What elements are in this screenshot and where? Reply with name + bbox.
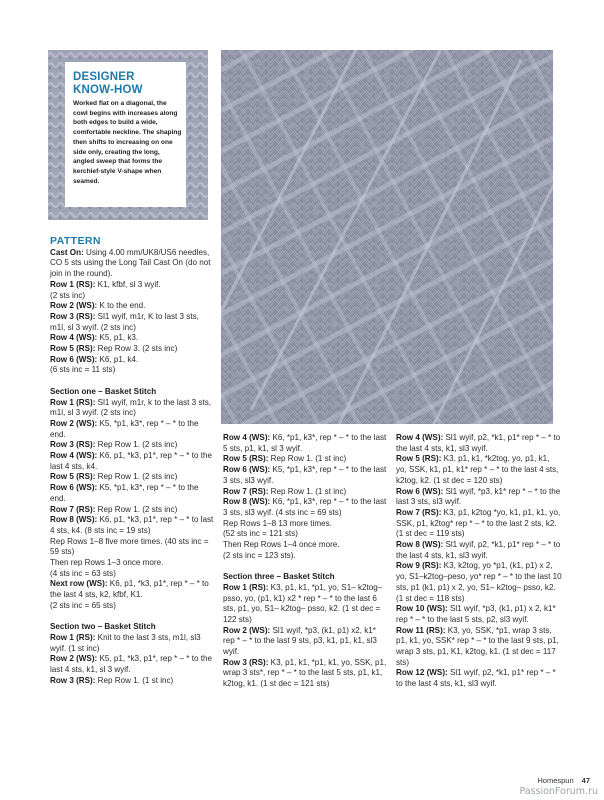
pattern-row: [50, 558, 216, 569]
row-label: Row 2 (WS):: [223, 625, 271, 635]
pattern-row: [50, 333, 216, 344]
section-heading: Section three – Basket Stitch: [223, 572, 335, 582]
row-instruction: K3, p1, k1, *p1, k1, yo, SSK, p1, wrap 3 sts*, rep * – * to the last 5 sts, p1, k1, k2tog, k1. (1 st dec = 121 sts): [223, 657, 387, 689]
row-label: Row 1 (RS):: [50, 632, 96, 642]
row-instruction: K5, p1, *k3, p1*, rep * – * to the last 4 sts, k1, sl 3 wyif.: [50, 654, 212, 675]
pattern-row: [50, 601, 216, 612]
row-label: Row 5 (RS):: [50, 344, 96, 354]
row-instruction: Then rep Rows 1–3 once more.: [50, 558, 164, 568]
row-instruction: Then Rep Rows 1–4 once more.: [223, 540, 340, 550]
pattern-row: [223, 465, 389, 486]
row-label: Row 3 (RS):: [50, 675, 96, 685]
pattern-row: [396, 433, 562, 454]
row-label: Row 5 (RS):: [396, 454, 442, 464]
pattern-row: [223, 454, 389, 465]
pattern-row: [396, 668, 562, 689]
pattern-row: [50, 419, 216, 440]
row-instruction: Sl1 wyif, p2, *k1, p1* rep * – * to the last 4 sts, k1, sl3 wyif.: [396, 433, 561, 453]
row-instruction: (2 sts inc = 65 sts): [50, 600, 116, 610]
pattern-row: [223, 583, 389, 626]
pattern-row: [396, 604, 562, 625]
row-label: Row 6 (WS):: [50, 354, 98, 364]
row-instruction: Sl1 wyif, p2, *k1, p1* rep * – * to the last 4 sts, k1, sl3 wyif.: [396, 540, 561, 560]
section-heading: Section two – Basket Stitch: [50, 622, 156, 632]
pattern-row: [50, 537, 216, 558]
pattern-row: [50, 472, 216, 483]
pattern-row: [396, 561, 562, 604]
row-label: Row 7 (RS):: [50, 504, 96, 514]
row-instruction: (2 sts inc = 123 sts).: [223, 550, 296, 560]
row-label: Row 12 (WS):: [396, 668, 448, 678]
row-instruction: Using 4.00 mm/UK8/US6 needles, CO 5 sts using the Long Tail Cast On (do not join in the round).: [50, 247, 211, 279]
watermark: PassionForum.ru: [519, 786, 598, 797]
row-instruction: K6, *p1, k3*, rep * – * to the last 3 sts, sl3 wyif. (4 sts inc = 69 sts): [223, 497, 387, 517]
row-instruction: Rep Rows 1–8 13 more times.: [223, 518, 332, 528]
pattern-row: [50, 312, 216, 333]
row-label: Row 4 (WS):: [50, 333, 98, 343]
row-label: Cast On:: [50, 247, 84, 257]
know-how-body: Worked flat on a diagonal, the cowl begins with increases along both edges to build a wide, comfortable neckline. The shaping then shifts to increasing on one side only, creating the long, angled sweep that forms the kerchief-style V-shape when seamed.: [73, 100, 182, 185]
row-label: Row 7 (RS):: [396, 507, 442, 517]
row-label: Row 1 (RS):: [223, 582, 269, 592]
pattern-row: [50, 654, 216, 675]
row-label: Row 3 (RS):: [50, 311, 96, 321]
row-label: Row 6 (WS):: [223, 465, 271, 475]
row-instruction: Rep Row 1. (2 sts inc): [95, 504, 178, 514]
row-instruction: K6, *p1, k3*, rep * – * to the last 5 sts, p1, k1, sl 3 wyif.: [223, 433, 387, 453]
row-label: Row 8 (WS):: [50, 515, 98, 525]
row-label: Row 2 (WS):: [50, 654, 98, 664]
row-instruction: K5, p1, k3.: [97, 333, 139, 343]
pattern-row: [50, 579, 216, 600]
row-instruction: Rep Row 1. (1 st inc): [268, 454, 347, 464]
pattern-row: [50, 344, 216, 355]
row-label: Row 1 (RS):: [50, 397, 96, 407]
row-instruction: K5, *p1, k3*, rep * – * to the end.: [50, 418, 199, 439]
row-instruction: K6, p1, *k3, p1*, rep * – * to the last 4 sts, k4.: [50, 451, 212, 471]
pattern-row: [396, 508, 562, 540]
row-instruction: Rep Row 1. (1 st inc): [95, 675, 174, 685]
pattern-row: [50, 440, 216, 451]
row-instruction: Rep Row 1. (1 st inc): [268, 486, 347, 496]
pattern-row: [396, 626, 562, 669]
pattern-row: [50, 355, 216, 366]
designer-know-how-box: [65, 62, 186, 207]
row-instruction: K3, p1, k1, *k2tog, yo, p1, k1, yo, SSK, k1, p1, k1* rep * – * to the last 4 sts, k2tog, k2. (1 st dec = 120 sts): [396, 454, 559, 485]
pattern-row: [223, 433, 389, 454]
row-instruction: K3, k2tog, yo *p1, (k1, p1) x 2, yo, S1–k2tog–pesо, yo* rep * – * to the last 10 sts, p1 (k1, p1) x 2, yo, S1– k2tog– psso, k2. (1 st dec = 118 sts): [396, 561, 562, 603]
row-label: Row 6 (WS):: [50, 483, 98, 493]
row-label: Row 3 (RS):: [223, 657, 269, 667]
row-label: Row 10 (WS):: [396, 604, 448, 614]
row-label: Row 1 (RS):: [50, 279, 96, 289]
row-instruction: Sl1 wyif, m1r, k to the last 3 sts, m1l, sl 3 wyif. (2 sts inc): [50, 397, 212, 418]
row-label: Row 4 (WS):: [223, 433, 271, 442]
pattern-row: [396, 454, 562, 486]
know-how-title-line2: KNOW-HOW: [73, 84, 143, 96]
section-heading: Section one – Basket Stitch: [50, 386, 157, 396]
row-instruction: K to the end.: [97, 301, 146, 311]
pattern-row: [223, 529, 389, 540]
pattern-row: [396, 487, 562, 508]
pattern-row: [50, 451, 216, 472]
pattern-heading: PATTERN: [50, 235, 101, 247]
pattern-row: [50, 633, 216, 654]
pattern-row: [50, 280, 216, 291]
pattern-column-1: [50, 236, 216, 687]
row-label: Row 4 (WS):: [50, 451, 98, 461]
row-instruction: (4 sts inc = 63 sts): [50, 568, 116, 578]
pattern-row: [50, 505, 216, 516]
row-instruction: K1, kfbf, sl 3 wyif.: [95, 279, 161, 289]
row-instruction: K5, *p1, k3*, rep * – * to the last 3 sts, sl3 wyif.: [223, 465, 387, 485]
row-instruction: (52 sts inc = 121 sts): [223, 529, 298, 539]
row-label: Row 6 (WS):: [396, 486, 444, 496]
row-instruction: K3, p1, k1, *p1, yo, S1– k2tog–psso, yo, (p1, k1) x2 * rep * – * to the last 6 sts, p1, yo, S1– k2tog– psso, k2. (1 st dec = 122 sts): [223, 582, 383, 624]
know-how-title-line1: DESIGNER: [73, 71, 135, 83]
row-instruction: (2 sts inc): [50, 290, 86, 300]
row-instruction: Rep Row 1. (2 sts inc): [95, 472, 178, 482]
knitted-cowl-photo: [221, 50, 553, 424]
row-label: Row 5 (RS):: [50, 472, 96, 482]
row-label: Row 2 (WS):: [50, 301, 98, 311]
pattern-row: [50, 483, 216, 504]
row-label: Row 2 (WS):: [50, 418, 98, 428]
pattern-row: [50, 291, 216, 302]
row-label: Row 9 (RS):: [396, 561, 442, 571]
pattern-row: [223, 519, 389, 530]
row-instruction: Sl1 wyif, p2, *k1, p1* rep * – * to the last 4 sts, k1, sl3 wyif.: [396, 668, 556, 689]
row-label: Row 5 (RS):: [223, 454, 269, 464]
page-number: 47: [581, 776, 590, 785]
row-label: Next row (WS):: [50, 579, 108, 589]
pattern-row: [223, 487, 389, 498]
row-instruction: Rep Rows 1–8 five more times. (40 sts inc = 59 sts): [50, 536, 209, 557]
row-instruction: Knit to the last 3 sts, m1l, sl3 wyif. (1 st inc): [50, 632, 201, 653]
pattern-row: [223, 551, 389, 562]
know-how-title: [73, 71, 182, 97]
pattern-row: [50, 301, 216, 312]
row-instruction: Sl1 wyif, *p3, (k1, p1) x2, k1* rep * – * to the last 9 sts, p3, k1, p1, k1, sl3 wyif.: [223, 625, 377, 657]
spacer: [50, 376, 216, 387]
pattern-row: [50, 398, 216, 419]
magazine-name: Homespun: [537, 776, 574, 785]
pattern-column-3: [396, 433, 562, 690]
row-instruction: K6, p1, k4.: [97, 354, 139, 364]
row-label: Row 11 (RS):: [396, 625, 446, 635]
row-instruction: Rep Row 1. (2 sts inc): [95, 440, 178, 450]
pattern-row: [50, 248, 216, 280]
pattern-row: [50, 676, 216, 687]
pattern-row: [223, 658, 389, 690]
pattern-row: [50, 365, 216, 376]
row-instruction: K5, *p1, k3*, rep * – * to the end.: [50, 483, 199, 503]
row-instruction: K6, p1, *k3, p1*, rep * – * to the last 4 sts, k2, kfbf, K1.: [50, 579, 209, 600]
row-instruction: (6 sts inc = 11 sts): [50, 365, 116, 375]
pattern-column-2: [223, 433, 389, 690]
row-instruction: Rep Row 3. (2 sts inc): [95, 344, 178, 354]
pattern-row: [50, 515, 216, 536]
row-instruction: K3, yo, SSK, *p1, wrap 3 sts, p1, k1, yo, SSK* rep * – * to the last 9 sts, p1, wrap 3 sts, p1, K1, k2tog, k1. (1 st dec = 117 sts): [396, 625, 559, 667]
pattern-row: [223, 626, 389, 658]
pattern-row: [396, 540, 562, 561]
row-label: Row 8 (WS):: [396, 540, 444, 550]
row-instruction: K6, p1, *k3, p1*, rep * – * to last 4 sts, k4. (8 sts inc = 19 sts): [50, 515, 214, 535]
row-label: Row 3 (RS):: [50, 440, 96, 450]
row-label: Row 8 (WS):: [223, 497, 271, 507]
page-footer: [537, 776, 590, 785]
pattern-row: [50, 569, 216, 580]
row-instruction: K3, p1, k2tog *yo, k1, p1, k1, yo, SSK, p1, k2tog* rep * – * to the last 2 sts, k2. (1 st dec = 119 sts): [396, 507, 561, 539]
row-label: Row 7 (RS):: [223, 486, 269, 496]
spacer: [50, 612, 216, 623]
row-label: Row 4 (WS):: [396, 433, 444, 442]
row-instruction: Sl1 wyif, *p3, k1* rep * – * to the last 3 sts, sl3 wyif.: [396, 486, 561, 507]
spacer: [223, 561, 389, 572]
pattern-row: [223, 540, 389, 551]
row-instruction: Sl1 wyif, m1r, K to last 3 sts, m1l, sl 3 wyif. (2 sts inc): [50, 311, 199, 332]
row-instruction: Sl1 wyif, *p3, (k1, p1) x 2, k1* rep * – * to the last 5 sts, p2, sl3 wyif.: [396, 604, 556, 624]
pattern-row: [223, 497, 389, 518]
